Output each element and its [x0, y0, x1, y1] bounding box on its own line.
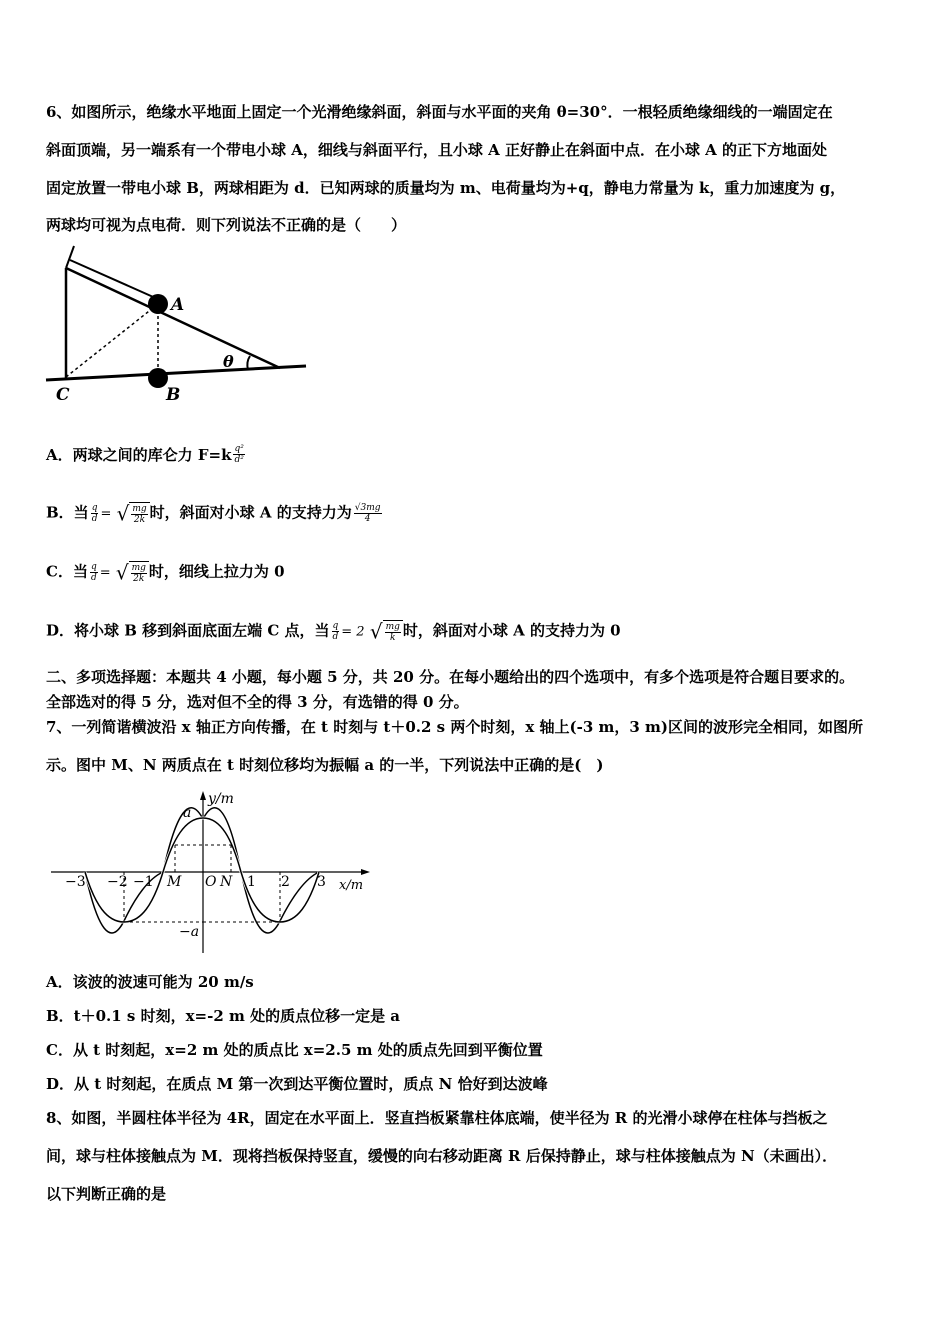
- q8-text-line-2: 间，球与柱体接触点为 M．现将挡板保持竖直，缓慢的向右移动距离 R 后保持静止，球与柱体接触点为 N（未画出）．: [46, 1147, 838, 1165]
- tick-neg1: −1: [133, 874, 154, 890]
- label-c: C: [56, 385, 70, 405]
- q7-option-d: D．从 t 时刻起，在质点 M 第一次到达平衡位置时，质点 N 恰好到达波峰: [46, 1075, 548, 1093]
- q8-text-line-3: 以下判断正确的是: [46, 1185, 167, 1203]
- tick-m: M: [167, 874, 182, 890]
- tick-3: 3: [317, 874, 326, 890]
- label-b: B: [166, 385, 181, 405]
- q6-option-a: A．两球之间的库仑力 F=k $\frac{\text{q²}}{\text{d²}}$: [46, 444, 244, 465]
- q6-incline-figure: [40, 240, 315, 410]
- q6-text-line-3: 固定放置一带电小球 B，两球相距为 d．已知两球的质量均为 m、电荷量均为+q，静电力常量为 k，重力加速度为 g，: [46, 179, 846, 197]
- ball-b: [148, 368, 168, 388]
- tick-neg2: −2: [107, 874, 128, 890]
- q7-option-a: A．该波的波速可能为 20 m/s: [46, 973, 254, 991]
- section2-heading-line-2: 全部选对的得 5 分，选对但不全的得 3 分，有选错的得 0 分。: [46, 693, 469, 711]
- q7-wave-figure: [45, 785, 375, 960]
- wave-ylabel: y/m: [208, 791, 234, 807]
- q7-option-c: C．从 t 时刻起，x=2 m 处的质点比 x=2.5 m 处的质点先回到平衡位置: [46, 1041, 543, 1059]
- q6-text-line-2: 斜面顶端，另一端系有一个带电小球 A，细线与斜面平行，且小球 A 正好静止在斜面中点．在小球 A 的正下方地面处: [46, 141, 828, 159]
- q7-option-b: B．t＋0.1 s 时刻，x=-2 m 处的质点位移一定是 a: [46, 1007, 401, 1025]
- tick-2: 2: [281, 874, 290, 890]
- wave-amp-neg-a: −a: [179, 924, 200, 940]
- section2-heading-line-1: 二、多项选择题：本题共 4 小题，每小题 5 分，共 20 分。在每小题给出的四个选项中，有多个选项是符合题目要求的。: [46, 668, 855, 686]
- ball-a: [148, 294, 168, 314]
- q7-text-line-1: 7、一列简谐横波沿 x 轴正方向传播，在 t 时刻与 t＋0.2 s 两个时刻，x 轴上(-3 m，3 m)区间的波形完全相同，如图所: [46, 718, 863, 736]
- q6-text-line-1: 6、如图所示，绝缘水平地面上固定一个光滑绝缘斜面，斜面与水平面的夹角 θ=30°．一根轻质绝缘细线的一端固定在: [46, 103, 833, 121]
- q8-text-line-1: 8、如图，半圆柱体半径为 4R，固定在水平面上．竖直挡板紧靠柱体底端，使半径为 R 的光滑小球停在柱体与挡板之: [46, 1109, 828, 1127]
- q6-option-c: C．当 $\frac{q}{d}$ = √ $\frac{mg}{2k}$ 时，细线上拉力为 0: [46, 560, 285, 585]
- tick-neg3: −3: [65, 874, 86, 890]
- tick-1: 1: [247, 874, 256, 890]
- label-a: A: [171, 295, 185, 315]
- tick-n: N: [220, 874, 233, 890]
- label-theta: θ: [223, 352, 234, 371]
- tick-o: O: [205, 874, 217, 890]
- q6-text-line-4: 两球均可视为点电荷．则下列说法不正确的是（ ）: [46, 216, 407, 234]
- wave-amp-a: a: [183, 805, 192, 821]
- wave-xlabel: x/m: [339, 878, 364, 893]
- q6-option-d: D．将小球 B 移到斜面底面左端 C 点，当 $\frac{q}{d}$ = 2 √ $\frac{mg}{k}$ 时，斜面对小球 A 的支持力为 0: [46, 619, 621, 644]
- q7-text-line-2: 示。图中 M、N 两质点在 t 时刻位移均为振幅 a 的一半，下列说法中正确的是( ): [46, 756, 604, 774]
- q6-option-b: B．当 $\frac{q}{d}$ = √ $\frac{mg}{2k}$ 时，斜面对小球 A 的支持力为 $\frac{√3mg}{4}$: [46, 501, 381, 526]
